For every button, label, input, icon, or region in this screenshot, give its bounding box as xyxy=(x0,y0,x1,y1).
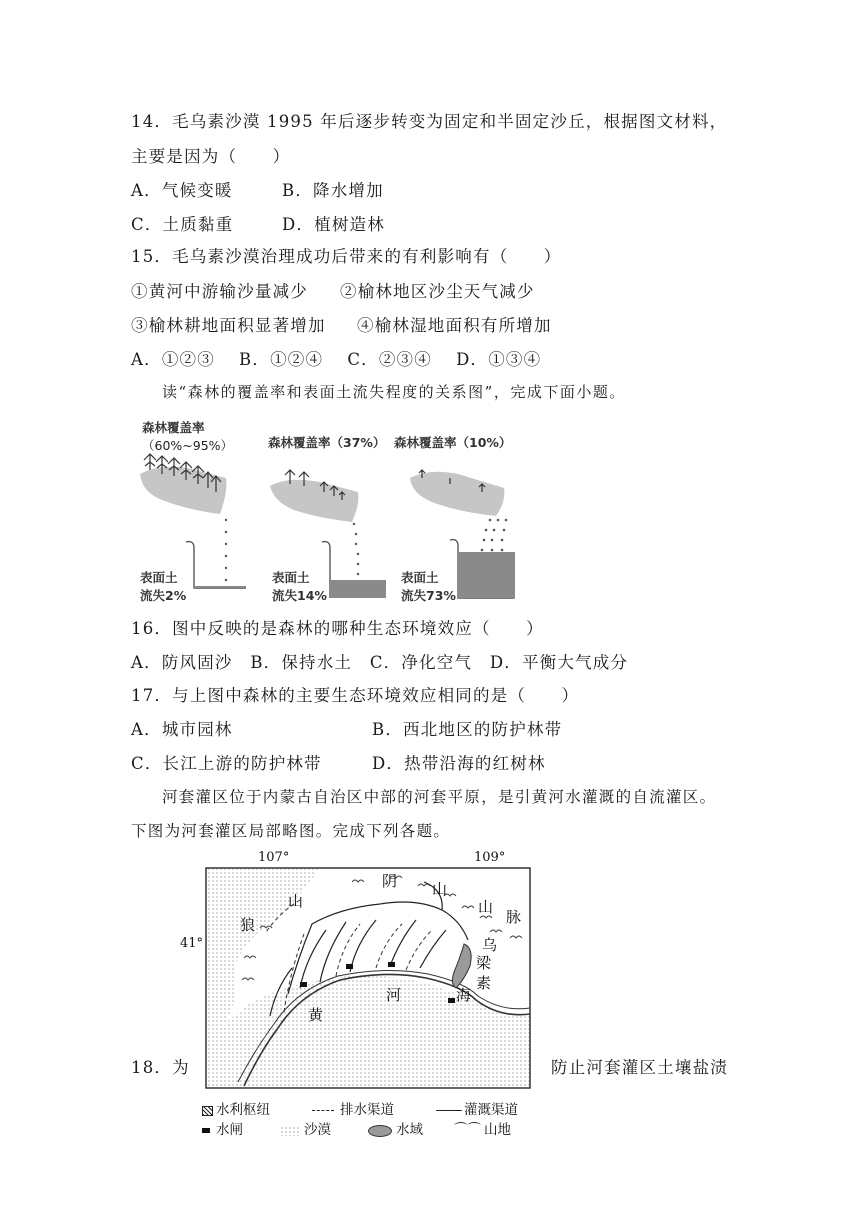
q17-stem: 17．与上图中森林的主要生态环境效应相同的是（ ） xyxy=(131,686,580,705)
mountain-icon: ⌒⌒ xyxy=(454,1122,481,1138)
legend-desert-label: 沙漠 xyxy=(304,1122,331,1138)
legend-desert-icon xyxy=(280,1126,300,1136)
q16-stem: 16．图中反映的是森林的哪种生态环境效应（ ） xyxy=(131,619,544,638)
legend-hub-label: 水利枢纽 xyxy=(216,1102,270,1118)
intro-hetao-line1: 河套灌区位于内蒙古自治区中部的河套平原，是引黄河水灌溉的自流灌区。 xyxy=(162,788,717,806)
lon-107: 107° xyxy=(258,850,290,865)
label-he: 河 xyxy=(386,986,402,1004)
q14-opt-c: C．土质黏重 xyxy=(131,215,234,234)
q14-opt-a: A．气候变暖 xyxy=(131,181,233,200)
legend-drain-icon xyxy=(312,1110,334,1111)
panel2-loss: 流失14% xyxy=(272,588,327,603)
runoff-1 xyxy=(225,519,227,581)
q14-stem-line2: 主要是因为（ ） xyxy=(131,147,291,166)
q18-prefix: 18．为 xyxy=(131,1058,190,1077)
legend-hub xyxy=(202,1098,270,1118)
slope-2 xyxy=(270,480,358,522)
label-liang: 梁 xyxy=(476,954,492,972)
intro-hetao-line2: 下图为河套灌区局部略图。完成下列各题。 xyxy=(131,822,451,840)
panel1-range: （60%~95%） xyxy=(142,438,234,453)
panel1-title: 森林覆盖率 xyxy=(142,420,205,435)
panel1-loss: 流失2% xyxy=(140,588,187,603)
q14-stem-line1: 14．毛乌素沙漠 1995 年后逐步转变为固定和半固定沙丘，根据图文材料， xyxy=(131,112,728,131)
legend-water xyxy=(368,1118,423,1138)
q16-options: A．防风固沙 B．保持水土 C．净化空气 D．平衡大气成分 xyxy=(131,653,629,672)
legend-gate-label: 水闸 xyxy=(216,1122,243,1138)
label-shan-west: 山 xyxy=(288,892,304,910)
label-huang: 黄 xyxy=(308,1006,324,1024)
sluice-gate-3 xyxy=(388,962,395,967)
soil-bar-1 xyxy=(194,586,246,588)
soil-bar-3 xyxy=(458,552,514,598)
legend-mountain xyxy=(454,1118,511,1138)
legend-irrig-label: 灌溉渠道 xyxy=(464,1102,518,1118)
label-yin: 阴 xyxy=(382,872,398,890)
legend-drain-label: 排水渠道 xyxy=(340,1102,394,1118)
legend-hub-icon xyxy=(202,1106,213,1116)
intro-forest: 读“森林的覆盖率和表面土流失程度的关系图”，完成下面小题。 xyxy=(162,383,626,401)
q15-stem: 15．毛乌素沙漠治理成功后带来的有利影响有（ ） xyxy=(131,247,562,266)
container-1 xyxy=(186,542,246,588)
label-hai: 海 xyxy=(456,986,472,1004)
q17-opt-b: B．西北地区的防护林带 xyxy=(372,720,563,739)
label-mai: 脉 xyxy=(506,908,522,926)
runoff-2 xyxy=(353,523,359,575)
panel3-soil-label: 表面土 xyxy=(401,570,439,585)
panel3-loss: 流失73% xyxy=(401,588,456,603)
panel3-title: 森林覆盖率（10%） xyxy=(394,435,512,450)
legend-irrig-icon xyxy=(436,1110,462,1111)
lon-109: 109° xyxy=(474,850,506,865)
forest-soil-figure xyxy=(128,412,528,607)
sluice-gate-4 xyxy=(448,998,455,1003)
legend-water-label: 水域 xyxy=(396,1122,423,1138)
q17-opt-c: C．长江上游的防护林带 xyxy=(131,754,322,773)
q15-item3: ③榆林耕地面积显著增加 xyxy=(131,316,326,335)
label-lang: 狼 xyxy=(240,916,256,934)
soil-bar-2 xyxy=(330,580,386,598)
slope-3 xyxy=(410,472,504,516)
legend-gate-icon xyxy=(202,1128,210,1133)
legend-water-icon xyxy=(368,1125,392,1137)
q15-item1: ①黄河中游输沙量减少 xyxy=(131,282,308,301)
q15-item2: ②榆林地区沙尘天气减少 xyxy=(340,282,535,301)
label-su: 素 xyxy=(476,974,492,992)
runoff-3 xyxy=(481,519,508,552)
panel1-soil-label: 表面土 xyxy=(140,570,178,585)
q18-suffix: 防止河套灌区土壤盐渍 xyxy=(551,1058,728,1077)
q17-opt-a: A．城市园林 xyxy=(131,720,233,739)
q14-opt-b: B．降水增加 xyxy=(282,181,384,200)
sluice-gate-2 xyxy=(346,964,353,969)
q15-item4: ④榆林湿地面积有所增加 xyxy=(357,316,552,335)
label-shan-2: 山 xyxy=(478,898,494,916)
legend-gate xyxy=(202,1118,243,1138)
lat-41: 41° xyxy=(180,936,204,951)
legend-drain xyxy=(312,1098,394,1118)
q17-opt-d: D．热带沿海的红树林 xyxy=(372,754,546,773)
legend-irrig xyxy=(436,1098,518,1118)
hetao-map-figure xyxy=(180,848,550,1138)
sluice-gate-1 xyxy=(300,982,307,987)
panel2-title: 森林覆盖率（37%） xyxy=(268,435,386,450)
legend-desert xyxy=(280,1118,331,1138)
slope-1 xyxy=(140,467,226,514)
hetao-map-svg xyxy=(180,848,550,1138)
label-wu: 乌 xyxy=(482,936,498,954)
q14-opt-d: D．植树造林 xyxy=(282,215,385,234)
q15-options: A．①②③ B．①②④ C．②③④ D．①③④ xyxy=(131,350,542,369)
panel2-soil-label: 表面土 xyxy=(272,570,310,585)
label-shan-1: 山 xyxy=(432,880,448,898)
legend-mountain-label: 山地 xyxy=(484,1122,511,1138)
